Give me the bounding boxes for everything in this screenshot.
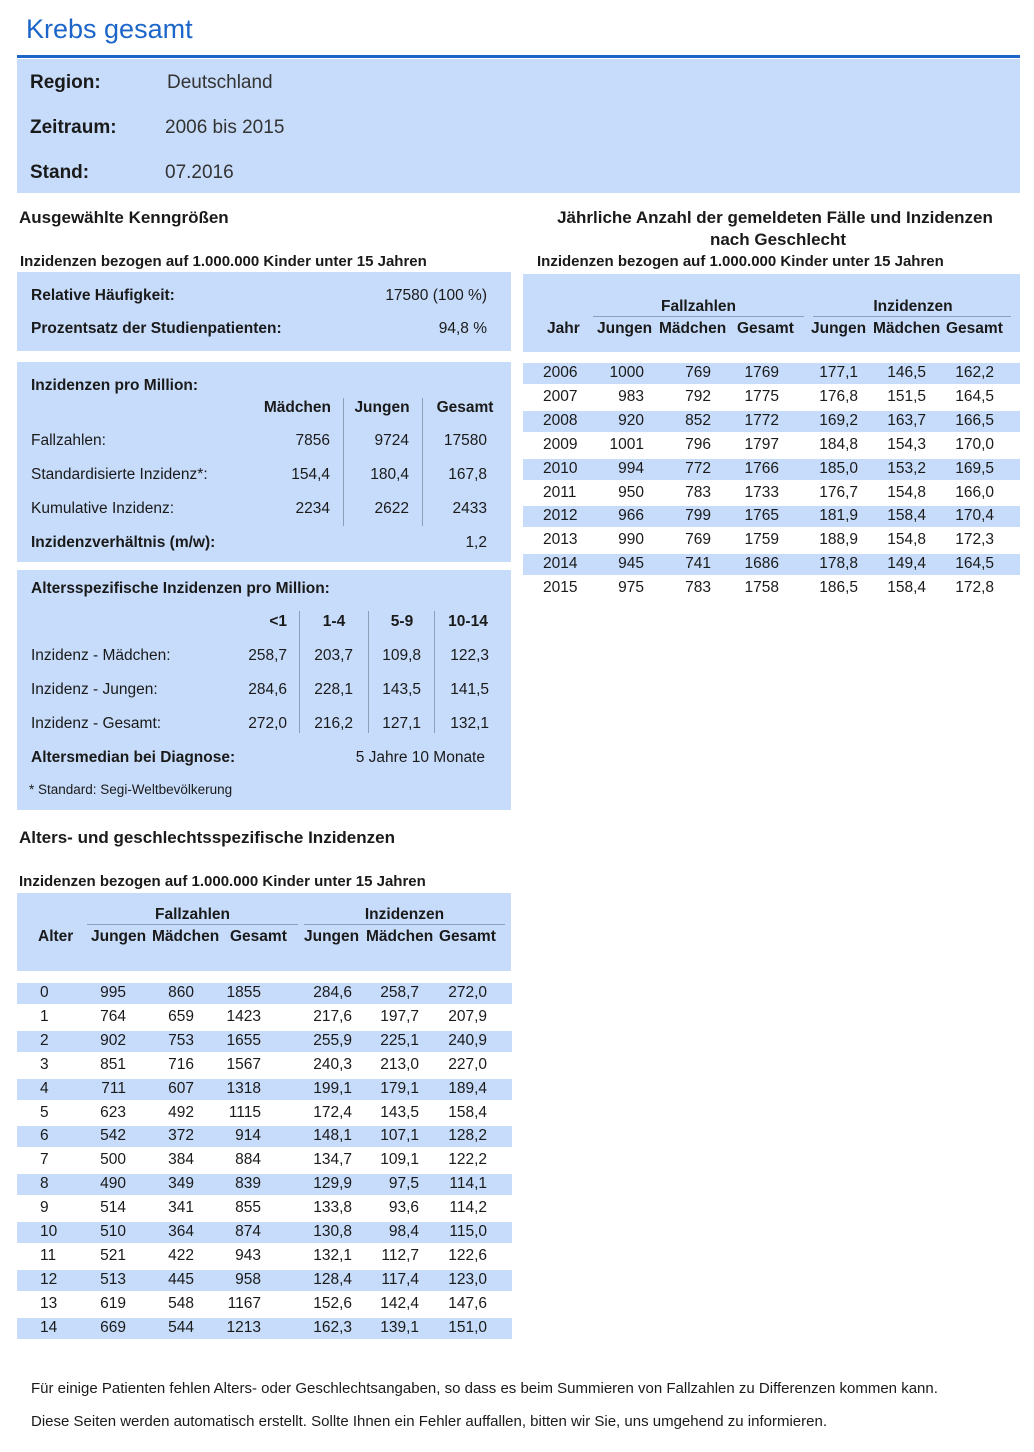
table-row <box>523 554 1020 575</box>
table-row <box>17 1198 512 1219</box>
row-key-cell: 3 <box>40 1055 49 1073</box>
table-cell: 128,4 <box>313 1270 352 1288</box>
table-cell: 107,1 <box>380 1127 419 1145</box>
table-cell: 172,3 <box>955 531 994 549</box>
table-cell: 1759 <box>744 531 779 549</box>
table-cell: 166,0 <box>955 483 994 501</box>
row-key-cell: 9 <box>40 1199 49 1217</box>
table-cell: 170,4 <box>955 507 994 525</box>
table-cell: 958 <box>235 1270 261 1288</box>
col-header: Jungen <box>811 320 867 337</box>
table-row <box>17 1007 512 1028</box>
col-header-jungen: Jungen <box>354 399 410 416</box>
table-row <box>523 411 1020 432</box>
table-cell: 852 <box>685 411 711 429</box>
meta-label: Region: <box>30 72 101 93</box>
cell: 122,3 <box>450 647 489 664</box>
median-value: 5 Jahre 10 Monate <box>355 749 485 766</box>
table-cell: 186,5 <box>819 579 858 597</box>
table-row <box>17 983 512 1004</box>
table-cell: 341 <box>168 1199 194 1217</box>
table-row <box>17 1079 512 1100</box>
cell: 2622 <box>374 500 409 517</box>
table-row <box>17 1150 512 1171</box>
col-header-age: <1 <box>269 613 287 630</box>
table-cell: 764 <box>100 1007 126 1025</box>
row-key-cell: 2012 <box>543 507 578 525</box>
table-cell: 1115 <box>228 1103 261 1121</box>
col-header: Jungen <box>91 928 147 945</box>
table-cell: 1772 <box>744 411 779 429</box>
row-key-cell: 2014 <box>543 555 578 573</box>
inzidenzen-heading: Inzidenzen pro Million: <box>31 377 199 394</box>
table-cell: 213,0 <box>380 1055 419 1073</box>
table-cell: 148,1 <box>313 1127 352 1145</box>
table-cell: 521 <box>100 1246 126 1264</box>
inzidenzen-box <box>17 362 511 562</box>
row-key-cell: 4 <box>40 1079 49 1097</box>
table-cell: 966 <box>618 507 644 525</box>
table-cell: 93,6 <box>388 1199 419 1217</box>
col-header: Gesamt <box>230 928 287 945</box>
jahr-table-header <box>523 274 1020 352</box>
row-key-cell: 2013 <box>543 531 578 549</box>
row-key-cell: 14 <box>40 1318 58 1336</box>
table-cell: 500 <box>100 1151 126 1169</box>
cell: 2234 <box>295 500 330 517</box>
table-cell: 170,0 <box>955 435 994 453</box>
meta-value: Deutschland <box>167 72 273 93</box>
table-cell: 164,5 <box>955 387 994 405</box>
prozent-label: Prozentsatz der Studienpatienten: <box>31 320 282 337</box>
table-cell: 855 <box>235 1199 261 1217</box>
table-cell: 112,7 <box>381 1246 419 1264</box>
cell: 132,1 <box>450 715 489 732</box>
table-cell: 492 <box>168 1103 194 1121</box>
row-key-cell: 7 <box>40 1151 49 1169</box>
row-key-cell: 1 <box>40 1007 49 1025</box>
cell: 167,8 <box>448 466 487 483</box>
meta-label: Stand: <box>30 162 90 183</box>
table-cell: 542 <box>100 1127 126 1145</box>
table-cell: 154,3 <box>887 435 926 453</box>
col-header: Gesamt <box>946 320 1003 337</box>
altersspez-heading: Altersspezifische Inzidenzen pro Million: <box>31 580 330 597</box>
table-cell: 1855 <box>226 984 261 1001</box>
table-cell: 132,1 <box>313 1246 352 1264</box>
table-cell: 172,8 <box>955 579 994 597</box>
row-key-cell: 10 <box>40 1223 58 1240</box>
meta-box <box>17 59 1020 193</box>
col-header: Mädchen <box>152 928 220 945</box>
table-cell: 179,1 <box>380 1079 419 1097</box>
table-cell: 422 <box>168 1246 194 1264</box>
table-cell: 769 <box>685 531 711 549</box>
jahr-heading-line1: Jährliche Anzahl der gemeldeten Fälle und Inzidenzen <box>557 208 993 227</box>
table-cell: 995 <box>100 984 126 1001</box>
row-key-cell: 11 <box>40 1246 57 1264</box>
table-cell: 188,9 <box>819 531 858 549</box>
table-cell: 128,2 <box>448 1127 487 1145</box>
table-cell: 514 <box>100 1199 126 1217</box>
table-cell: 753 <box>168 1031 194 1049</box>
table-row <box>523 363 1020 384</box>
table-row <box>523 578 1020 599</box>
table-cell: 792 <box>685 387 711 405</box>
table-cell: 164,5 <box>955 555 994 573</box>
table-cell: 510 <box>100 1223 126 1240</box>
table-cell: 945 <box>618 555 644 573</box>
table-row <box>17 1318 512 1339</box>
table-cell: 197,7 <box>380 1007 419 1025</box>
col-header-age: 10-14 <box>448 613 488 630</box>
table-cell: 1318 <box>226 1079 261 1097</box>
table-cell: 619 <box>100 1294 126 1312</box>
table-row <box>17 1294 512 1315</box>
group-header-fallzahlen: Fallzahlen <box>155 906 230 923</box>
kenngroessen-subheading: Inzidenzen bezogen auf 1.000.000 Kinder unter 15 Jahren <box>20 253 427 270</box>
table-cell: 1167 <box>227 1294 261 1312</box>
meta-value: 07.2016 <box>165 162 234 183</box>
table-cell: 115,0 <box>449 1223 487 1240</box>
table-cell: 1213 <box>226 1318 261 1336</box>
table-cell: 372 <box>168 1127 194 1145</box>
table-cell: 133,8 <box>313 1199 352 1217</box>
table-cell: 445 <box>168 1270 194 1288</box>
table-cell: 177,1 <box>819 364 858 381</box>
group-underline <box>593 316 804 317</box>
table-cell: 153,2 <box>887 459 926 477</box>
cell: 143,5 <box>382 681 421 698</box>
cell: 228,1 <box>314 681 353 698</box>
table-cell: 1766 <box>744 459 779 477</box>
ratio-label: Inzidenzverhältnis (m/w): <box>31 534 216 551</box>
table-cell: 114,2 <box>449 1199 487 1217</box>
table-cell: 172,4 <box>313 1103 352 1121</box>
kenngroessen-heading: Ausgewählte Kenngrößen <box>19 208 229 227</box>
table-cell: 109,1 <box>380 1151 419 1169</box>
median-label: Altersmedian bei Diagnose: <box>31 749 236 766</box>
table-cell: 851 <box>100 1055 126 1073</box>
table-cell: 272,0 <box>448 984 487 1001</box>
relative-label: Relative Häufigkeit: <box>31 287 175 304</box>
table-cell: 169,2 <box>819 411 858 429</box>
col-header: Gesamt <box>737 320 794 337</box>
table-cell: 152,6 <box>313 1294 352 1312</box>
table-cell: 149,4 <box>887 555 926 573</box>
table-row <box>17 1246 512 1267</box>
group-underline <box>304 924 505 925</box>
table-cell: 189,4 <box>448 1079 487 1097</box>
table-cell: 98,4 <box>388 1223 419 1240</box>
row-key-cell: 0 <box>40 984 49 1001</box>
table-cell: 623 <box>100 1103 126 1121</box>
alter-subheading: Inzidenzen bezogen auf 1.000.000 Kinder unter 15 Jahren <box>19 873 426 890</box>
table-cell: 151,5 <box>887 387 926 405</box>
table-cell: 158,4 <box>448 1103 487 1121</box>
altersspez-box <box>17 570 511 810</box>
table-cell: 129,9 <box>313 1175 352 1193</box>
table-cell: 185,0 <box>819 459 858 477</box>
col-header: Mädchen <box>873 320 941 337</box>
table-cell: 1567 <box>226 1055 261 1073</box>
table-cell: 975 <box>618 579 644 597</box>
table-cell: 548 <box>168 1294 194 1312</box>
prozent-value: 94,8 % <box>438 320 487 337</box>
row-label: Kumulative Inzidenz: <box>31 500 175 517</box>
table-cell: 943 <box>235 1246 261 1264</box>
table-cell: 1686 <box>744 555 779 573</box>
table-cell: 134,7 <box>313 1151 352 1169</box>
table-cell: 258,7 <box>380 984 419 1001</box>
row-key-cell: 13 <box>40 1294 58 1312</box>
table-cell: 184,8 <box>819 435 858 453</box>
table-cell: 158,4 <box>887 507 926 525</box>
table-cell: 178,8 <box>819 555 858 573</box>
table-cell: 142,4 <box>380 1294 419 1312</box>
table-cell: 240,3 <box>313 1055 352 1073</box>
table-cell: 950 <box>618 483 644 501</box>
group-header-inzidenzen: Inzidenzen <box>364 906 445 923</box>
col-header: Jungen <box>597 320 653 337</box>
table-cell: 122,6 <box>448 1246 487 1264</box>
table-cell: 284,6 <box>313 984 352 1001</box>
table-cell: 162,2 <box>955 364 994 381</box>
cell: 141,5 <box>450 681 489 698</box>
footer-note: Diese Seiten werden automatisch erstellt. Sollte Ihnen ein Fehler auffallen, bitten wir Sie, uns umgehend zu informieren. <box>31 1413 827 1430</box>
row-key-cell: 2006 <box>543 364 578 381</box>
col-header-jahr: Jahr <box>547 320 580 337</box>
table-cell: 1765 <box>744 507 779 525</box>
table-cell: 1775 <box>744 387 779 405</box>
table-cell: 151,0 <box>448 1318 487 1336</box>
relative-box <box>17 272 511 351</box>
row-key-cell: 12 <box>40 1270 58 1288</box>
table-cell: 217,6 <box>313 1007 352 1025</box>
table-cell: 1655 <box>226 1031 261 1049</box>
table-row <box>523 387 1020 408</box>
table-cell: 1758 <box>744 579 779 597</box>
col-header: Mädchen <box>366 928 434 945</box>
cell: 2433 <box>452 500 487 517</box>
cell: 154,4 <box>291 466 330 483</box>
table-cell: 154,8 <box>887 531 926 549</box>
cell: 109,8 <box>382 647 421 664</box>
table-row <box>17 1031 512 1052</box>
table-cell: 769 <box>685 364 711 381</box>
col-header: Jungen <box>304 928 360 945</box>
table-cell: 513 <box>100 1270 126 1288</box>
relative-value: 17580 (100 %) <box>385 287 487 304</box>
col-header-age: 5-9 <box>390 613 414 630</box>
table-cell: 772 <box>685 459 711 477</box>
table-cell: 839 <box>235 1175 261 1193</box>
table-row <box>523 483 1020 504</box>
footer-note: Für einige Patienten fehlen Alters- oder Geschlechtsangaben, so dass es beim Summieren von Fallzahlen zu Differenzen kommen kann. <box>31 1380 938 1397</box>
row-label: Inzidenz - Mädchen: <box>31 647 171 664</box>
row-key-cell: 6 <box>40 1127 49 1145</box>
table-cell: 994 <box>618 459 644 477</box>
table-cell: 117,4 <box>381 1270 419 1288</box>
cell: 258,7 <box>248 647 287 664</box>
table-cell: 147,6 <box>448 1294 487 1312</box>
table-cell: 884 <box>235 1151 261 1169</box>
cell: 272,0 <box>248 715 287 732</box>
row-key-cell: 2008 <box>543 411 578 429</box>
table-row <box>523 459 1020 480</box>
table-cell: 711 <box>101 1079 126 1097</box>
cell: 284,6 <box>248 681 287 698</box>
row-label: Standardisierte Inzidenz*: <box>31 466 208 483</box>
group-header-inzidenzen: Inzidenzen <box>873 298 953 315</box>
title-rule <box>17 55 1020 58</box>
row-label: Fallzahlen: <box>31 432 106 449</box>
cell: 203,7 <box>314 647 353 664</box>
table-cell: 163,7 <box>887 411 926 429</box>
jahr-subheading: Inzidenzen bezogen auf 1.000.000 Kinder unter 15 Jahren <box>537 253 944 270</box>
table-cell: 990 <box>618 531 644 549</box>
table-cell: 1001 <box>609 435 644 453</box>
footnote: * Standard: Segi-Weltbevölkerung <box>29 782 233 797</box>
col-header-maedchen: Mädchen <box>263 399 331 416</box>
row-key-cell: 8 <box>40 1175 49 1193</box>
table-row <box>17 1055 512 1076</box>
row-key-cell: 2 <box>40 1031 49 1049</box>
table-cell: 97,5 <box>388 1175 419 1193</box>
col-header: Gesamt <box>439 928 496 945</box>
table-cell: 920 <box>618 411 644 429</box>
cell: 7856 <box>295 432 330 449</box>
table-cell: 176,7 <box>819 483 858 501</box>
table-cell: 207,9 <box>448 1007 487 1025</box>
table-cell: 176,8 <box>819 387 858 405</box>
table-cell: 607 <box>168 1079 194 1097</box>
table-row <box>17 1222 512 1243</box>
group-underline <box>87 924 298 925</box>
group-header-fallzahlen: Fallzahlen <box>661 298 736 315</box>
table-cell: 860 <box>168 984 194 1001</box>
table-cell: 158,4 <box>887 579 926 597</box>
row-label: Inzidenz - Jungen: <box>31 681 158 698</box>
table-cell: 783 <box>685 483 711 501</box>
group-underline <box>813 316 1011 317</box>
table-cell: 1797 <box>744 435 779 453</box>
table-cell: 169,5 <box>955 459 994 477</box>
row-key-cell: 2009 <box>543 435 578 453</box>
table-row <box>523 506 1020 527</box>
table-cell: 1769 <box>744 364 779 381</box>
table-cell: 799 <box>685 507 711 525</box>
table-cell: 143,5 <box>380 1103 419 1121</box>
meta-value: 2006 bis 2015 <box>165 117 285 138</box>
table-row <box>17 1126 512 1147</box>
cell: 127,1 <box>382 715 421 732</box>
table-cell: 384 <box>168 1151 194 1169</box>
row-label: Inzidenz - Gesamt: <box>31 715 162 732</box>
table-cell: 166,5 <box>955 411 994 429</box>
ratio-value: 1,2 <box>465 534 487 551</box>
table-cell: 669 <box>100 1318 126 1336</box>
table-cell: 146,5 <box>887 364 926 381</box>
table-row <box>17 1103 512 1124</box>
table-cell: 902 <box>100 1031 126 1049</box>
col-header: Mädchen <box>659 320 727 337</box>
row-key-cell: 2010 <box>543 459 578 477</box>
alter-table-header <box>17 893 511 971</box>
table-row <box>523 530 1020 551</box>
table-cell: 914 <box>235 1127 261 1145</box>
table-cell: 874 <box>235 1223 261 1240</box>
table-cell: 983 <box>618 387 644 405</box>
table-row <box>17 1174 512 1195</box>
jahr-heading-line2: nach Geschlecht <box>709 230 847 249</box>
col-header-alter: Alter <box>38 928 74 945</box>
col-header-gesamt: Gesamt <box>436 399 494 416</box>
table-cell: 364 <box>168 1223 194 1240</box>
row-key-cell: 2015 <box>543 579 578 597</box>
row-key-cell: 5 <box>40 1103 49 1121</box>
table-cell: 544 <box>168 1318 194 1336</box>
table-cell: 796 <box>685 435 711 453</box>
meta-label: Zeitraum: <box>30 117 117 138</box>
table-cell: 199,1 <box>313 1079 352 1097</box>
table-row <box>17 1270 512 1291</box>
cell: 17580 <box>443 432 487 449</box>
table-cell: 162,3 <box>313 1318 352 1336</box>
table-cell: 255,9 <box>313 1031 352 1049</box>
table-cell: 783 <box>685 579 711 597</box>
table-cell: 154,8 <box>887 483 926 501</box>
table-cell: 741 <box>685 555 711 573</box>
col-header-age: 1-4 <box>322 613 346 630</box>
table-cell: 716 <box>168 1055 194 1073</box>
table-cell: 114,1 <box>449 1175 487 1193</box>
table-cell: 123,0 <box>448 1270 487 1288</box>
cell: 9724 <box>374 432 409 449</box>
table-cell: 225,1 <box>380 1031 419 1049</box>
table-cell: 1423 <box>226 1007 261 1025</box>
table-cell: 1000 <box>609 364 644 381</box>
row-key-cell: 2007 <box>543 387 578 405</box>
page-title: Krebs gesamt <box>26 14 193 44</box>
cell: 216,2 <box>314 715 353 732</box>
table-cell: 240,9 <box>448 1031 487 1049</box>
table-cell: 349 <box>168 1175 194 1193</box>
alter-heading: Alters- und geschlechtsspezifische Inzidenzen <box>19 828 395 847</box>
table-cell: 139,1 <box>380 1318 419 1336</box>
table-cell: 490 <box>100 1175 126 1193</box>
table-cell: 122,2 <box>448 1151 487 1169</box>
table-cell: 1733 <box>744 483 779 501</box>
table-cell: 130,8 <box>313 1223 352 1240</box>
table-row <box>523 435 1020 456</box>
table-cell: 227,0 <box>448 1055 487 1073</box>
row-key-cell: 2011 <box>543 483 577 501</box>
table-cell: 659 <box>168 1007 194 1025</box>
table-cell: 181,9 <box>819 507 858 525</box>
cell: 180,4 <box>370 466 409 483</box>
